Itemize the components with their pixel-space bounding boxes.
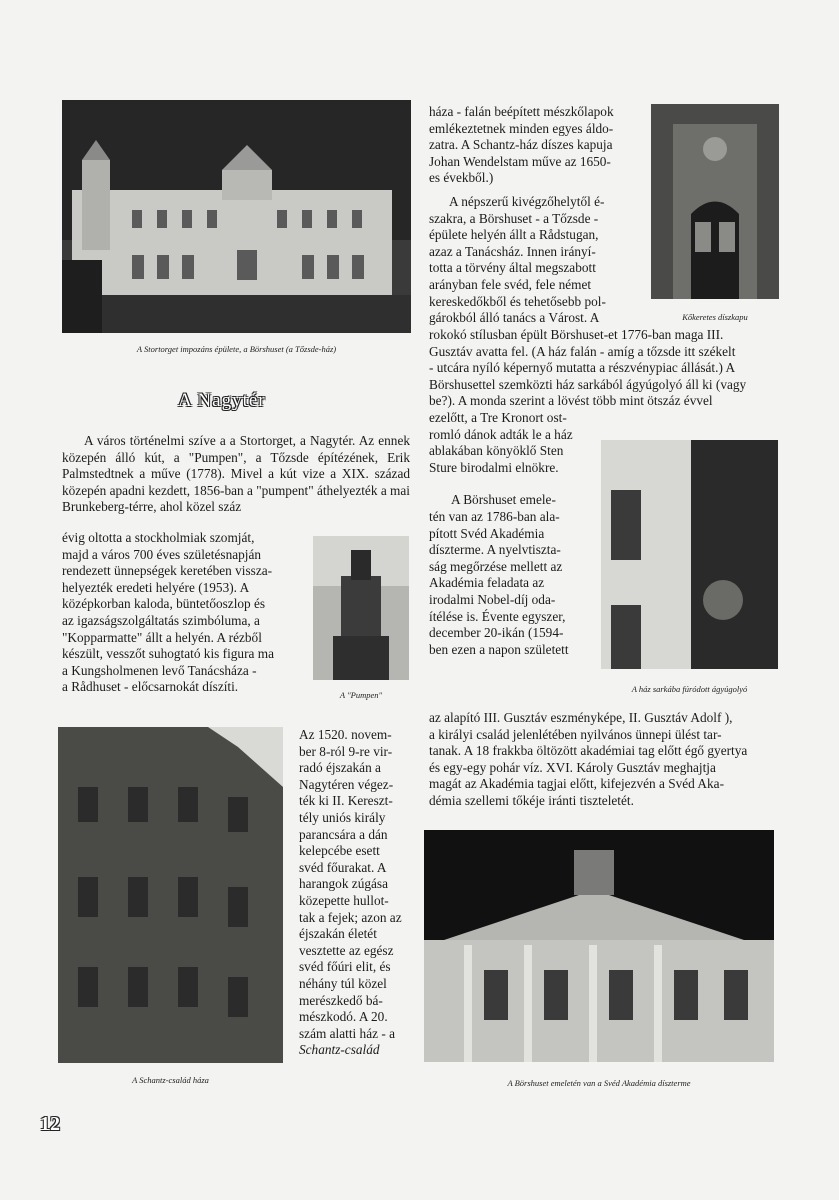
kokeretes-photo xyxy=(651,104,779,299)
caption-stortorget: A Stortorget impozáns épülete, a Börshuset (a Tőzsde-ház) xyxy=(136,344,337,354)
right-top-line: Johan Wendelstam műve az 1650- xyxy=(429,153,611,169)
right-narrow-line: ezelőtt, a Tre Kronort ost- xyxy=(429,410,567,425)
stortorget-photo xyxy=(62,100,411,333)
right-bottom-text xyxy=(429,710,779,810)
middle-line: parancsára a dán xyxy=(299,826,388,842)
right-mid-line: gárokból álló tanács a Várost. A xyxy=(429,310,600,326)
middle-line: Az 1520. novem- xyxy=(299,727,392,742)
right-top-line: háza - falán beépített mészkőlapok xyxy=(429,104,614,119)
right-wide-line: Börshusettel szemközti ház sarkából ágyúgolyó áll ki (vagy xyxy=(429,376,747,392)
hazsarok-photo xyxy=(601,440,778,669)
left-line: készült, vesszőt suhogtató kis figura ma xyxy=(62,646,274,662)
schantz-photo xyxy=(58,727,283,1063)
middle-line: éjszakán életét xyxy=(299,926,377,942)
right-narrow-line: A Börshuset emele- xyxy=(451,492,556,508)
caption-schantz: A Schantz-család háza xyxy=(132,1075,209,1085)
page-number: 12 xyxy=(40,1113,60,1135)
right-wide-line: be?). A monda szerint a lövést több mint ötszáz évvel xyxy=(429,393,713,409)
middle-line: szám alatti ház - a xyxy=(299,1025,395,1041)
right-mid-line: A népszerű kivégzőhelytől é- xyxy=(449,194,605,209)
middle-line: tély uniós király xyxy=(299,809,386,825)
right-top-text xyxy=(429,104,641,187)
middle-line: ték ki II. Kereszt- xyxy=(299,793,393,809)
middle-line: tak a fejek; azon az xyxy=(299,909,402,925)
pumpen-photo xyxy=(313,536,409,680)
right-narrow-line: romló dánok adták le a ház xyxy=(429,426,573,442)
middle-line: merészkedő bá- xyxy=(299,992,383,1008)
right-wide-text xyxy=(429,327,779,410)
left-column-narrow xyxy=(62,530,296,696)
right-mid-line: kereskedőkből és tehetősebb pol- xyxy=(429,293,606,309)
right-narrow-line: tén van az 1786-ban ala- xyxy=(429,508,560,524)
right-mid-line: azaz a Tanácsház. Innen irányí- xyxy=(429,243,596,259)
right-narrow-line: ság megőrzése mellett az xyxy=(429,558,563,574)
right-mid-line: arányban fele svéd, fele német xyxy=(429,276,592,292)
section-heading: A Nagytér xyxy=(178,390,266,411)
middle-line: harangok zúgása xyxy=(299,876,388,892)
caption-akademia: A Börshuset emeletén van a Svéd Akadémia díszterme xyxy=(507,1078,691,1088)
caption-kokeretes: Kőkeretes díszkapu xyxy=(682,312,748,322)
left-line: az igazságszolgáltatás szimbóluma, a xyxy=(62,612,260,628)
left-line: középkorban kaloda, büntetőoszlop és xyxy=(62,596,266,612)
right-wide-line: rokokó stílusban épült Börshuset-et 1776-ban maga III. xyxy=(429,327,724,342)
right-narrow-line: Akadémia feladata az xyxy=(429,575,545,591)
middle-line: mészkodó. A 20. xyxy=(299,1009,388,1025)
middle-line: Nagytéren végez- xyxy=(299,776,394,792)
right-mid-text xyxy=(429,194,641,327)
right-narrow-line: ítélése is. Évente egyszer, xyxy=(429,608,566,624)
left-intro: A város történelmi szíve a a Stortorget, a Nagytér. Az ennek közepén álló kút, a "Pumpen", a Tőzsde építézének, Erik Palmstedtnek a műve (1778). Mivel a kút vize a XIX. század közepén apadni kezdett, 1856-ban a "pumpent" áthelyezték a mai Brunkeberg-térre, ahol közel száz xyxy=(62,433,410,515)
right-bottom-line: az alapító III. Gusztáv eszményképe, II. Gusztáv Adolf ), xyxy=(429,710,733,725)
left-line: évig oltotta a stockholmiak szomját, xyxy=(62,530,255,545)
right-bottom-line: démia szellemi tőkéje iránti tiszteletét. xyxy=(429,792,634,808)
left-line: majd a város 700 éves születésnapján xyxy=(62,546,262,562)
right-narrow-spacer xyxy=(429,476,595,492)
left-line: a Kungsholmenen levő Tanácsháza - xyxy=(62,662,257,678)
right-narrow-text xyxy=(429,410,595,658)
middle-line: Schantz-család xyxy=(299,1042,380,1058)
right-top-line: emlékeztetnek minden egyes áldo- xyxy=(429,120,614,136)
right-narrow-line: december 20-ikán (1594- xyxy=(429,625,564,641)
right-mid-line: totta a törvény által megszabott xyxy=(429,260,596,276)
middle-line: néhány túl közel xyxy=(299,975,387,991)
right-top-line: zatra. A Schantz-ház díszes kapuja xyxy=(429,137,613,153)
right-narrow-line: irodalmi Nobel-díj oda- xyxy=(429,591,556,607)
right-narrow-line: díszterme. A nyelvtiszta- xyxy=(429,542,561,558)
middle-line: svéd főúri elit, és xyxy=(299,959,391,975)
caption-hazsarok: A ház sarkába fúródott ágyúgolyó xyxy=(631,684,748,694)
right-wide-line: - utcára nyíló képernyő mutatta a részvénypiac állását.) A xyxy=(429,360,736,376)
middle-column-text xyxy=(299,727,409,1059)
right-bottom-line: és egy-egy pohár víz. XVI. Károly Gusztáv meghajtja xyxy=(429,759,716,775)
akademia-photo xyxy=(424,830,774,1062)
right-bottom-line: magát az Akadémia tagjai előtt, kifejezvén a Svéd Aka- xyxy=(429,776,724,792)
right-narrow-line: pított Svéd Akadémia xyxy=(429,525,545,541)
middle-line: ber 8-ról 9-re vir- xyxy=(299,743,393,759)
right-wide-line: Gusztáv avatta fel. (A ház falán - amíg a tőzsde itt székelt xyxy=(429,343,736,359)
right-narrow-line: ablakában könyöklő Sten xyxy=(429,443,564,459)
left-line: "Kopparmatte" állt a helyén. A rézből xyxy=(62,629,262,645)
left-line: a Rådhuset - előcsarnokát díszíti. xyxy=(62,679,239,695)
right-bottom-line: a királyi család jelenlétében nyilvános ünnepi ülést tar- xyxy=(429,726,722,742)
caption-pumpen: A "Pumpen" xyxy=(339,690,383,700)
middle-line: svéd főurakat. A xyxy=(299,859,387,875)
left-column-text xyxy=(62,433,410,516)
right-top-line: es évekből.) xyxy=(429,170,494,186)
middle-line: radó éjszakán a xyxy=(299,760,381,776)
middle-line: vesztette az egész xyxy=(299,942,394,958)
right-narrow-line: Sture birodalmi elnökre. xyxy=(429,459,559,475)
right-mid-line: szakra, a Börshuset - a Tőzsde - xyxy=(429,210,599,226)
right-mid-line: épülete helyén állt a Rådstugan, xyxy=(429,227,599,243)
right-narrow-line: ben ezen a napon született xyxy=(429,641,569,657)
middle-line: közepette hullot- xyxy=(299,892,389,908)
right-bottom-line: tanak. A 18 frakkba öltözött akadémiai tag előtt égő gyertya xyxy=(429,743,748,759)
left-line: rendezett ünnepségek keretében vissza- xyxy=(62,563,273,579)
left-line: helyezték eredeti helyére (1953). A xyxy=(62,579,250,595)
middle-line: kelepcébe esett xyxy=(299,843,380,859)
